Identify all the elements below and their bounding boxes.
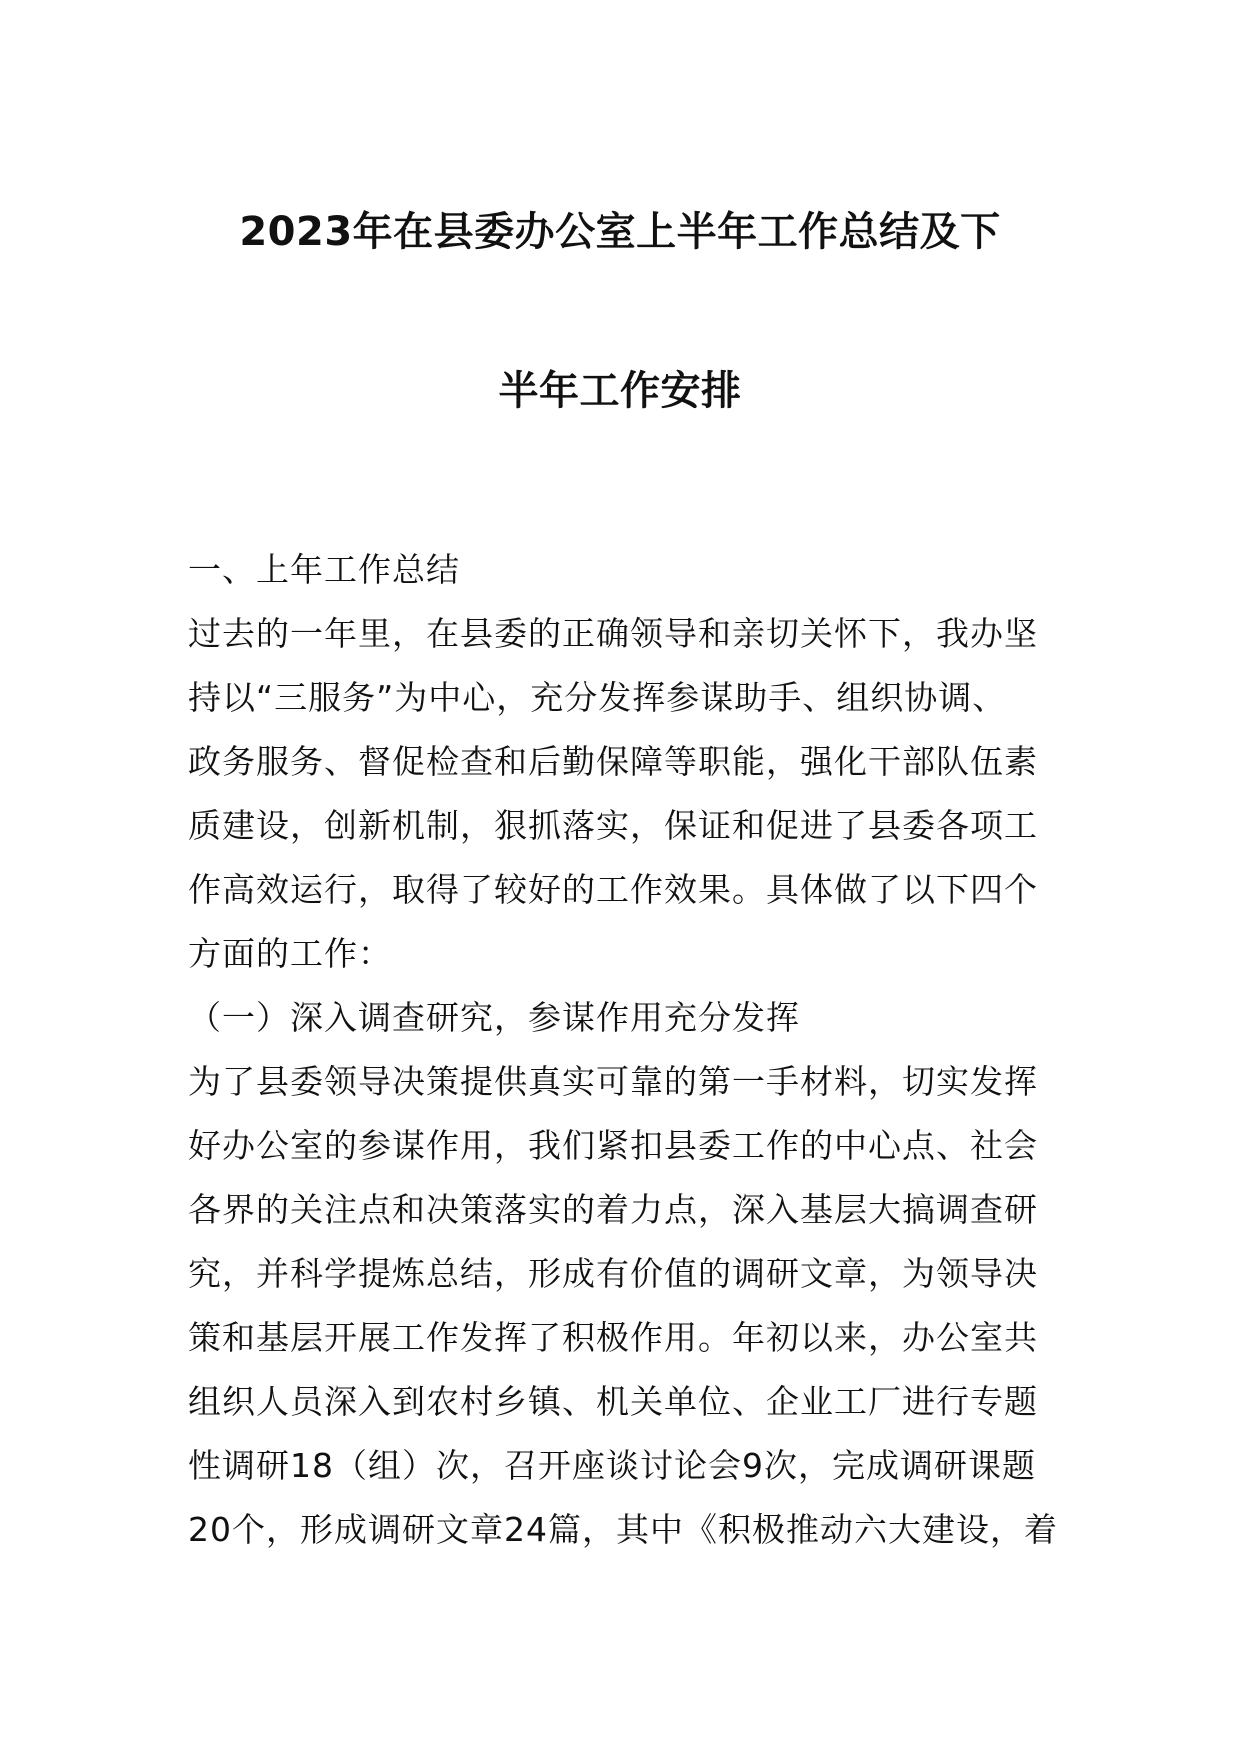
- body-line: 质建设，创新机制，狠抓落实，保证和促进了县委各项工: [188, 806, 1038, 845]
- body-line: 组织人员深入到农村乡镇、机关单位、企业工厂进行专题: [188, 1382, 1038, 1421]
- body-line: 作高效运行，取得了较好的工作效果。具体做了以下四个: [188, 870, 1038, 909]
- section-heading: 一、上年工作总结: [188, 550, 460, 589]
- body-line: 好办公室的参谋作用，我们紧扣县委工作的中心点、社会: [188, 1126, 1038, 1165]
- document-title-line-2: 半年工作安排: [498, 368, 742, 414]
- body-line: 20个，形成调研文章24篇，其中《积极推动六大建设，着: [188, 1510, 1058, 1549]
- subsection-heading: （一）深入调查研究，参谋作用充分发挥: [188, 998, 800, 1037]
- body-line: 为了县委领导决策提供真实可靠的第一手材料，切实发挥: [188, 1062, 1038, 1101]
- body-line: 性调研18（组）次，召开座谈讨论会9次，完成调研课题: [188, 1446, 1036, 1485]
- document-body: [188, 538, 1068, 1562]
- body-line: 究，并科学提炼总结，形成有价值的调研文章，为领导决: [188, 1254, 1038, 1293]
- body-line: 各界的关注点和决策落实的着力点，深入基层大搞调查研: [188, 1190, 1038, 1229]
- body-line: 政务服务、督促检查和后勤保障等职能，强化干部队伍素: [188, 742, 1038, 781]
- body-line: 过去的一年里，在县委的正确领导和亲切关怀下，我办坚: [188, 614, 1038, 653]
- body-line: 策和基层开展工作发挥了积极作用。年初以来，办公室共: [188, 1318, 1038, 1357]
- document-title-line-1: 2023年在县委办公室上半年工作总结及下: [239, 209, 1001, 255]
- body-line: 方面的工作：: [188, 934, 392, 973]
- body-line: 持以“三服务”为中心，充分发挥参谋助手、组织协调、: [188, 678, 1007, 717]
